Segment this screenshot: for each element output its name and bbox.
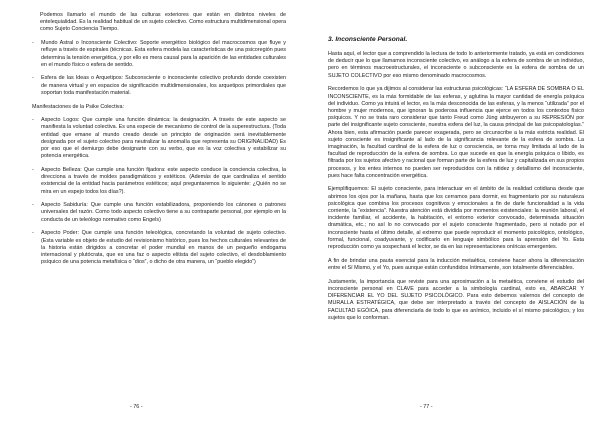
dash-marker: - [32, 40, 34, 47]
body-paragraph: Recordemos lo que ya dijimos al considerar las estructuras psicológicas: “LA ESFERA DE SOMBRA O EL INCONSCIENTE, es la más formidable de las esferas, y aglutina la mayor cantidad de energía psíquica del individuo. Como ya intuirá el lector, es la más desconocida de las esferas, y la menos “utilizada” por el hombre y mujer modernos, que ignoran la poderosa influencia que ejerce en todos los contextos físico psíquicos. Y no se trata raro considerar que tanto Freud como Jüng atribuyeron a su REPRESIÓN por parte del insignificante sujeto consciente, nuestra esfera del luz, la causa principal de las psicopatologías.” Ahora bien, esta afirmación puede parecer exagerada, pero se circunscribe a la más estricta realidad. El sujeto consciente es insignificante al lado de la significancia relevante de la esfera de sombra. La imaginación, la facultad cardinal de la esfera de luz o consciencia, se torna muy limitada al lado de la facultad de reproducción de la esfera de sombra. Lo que sucede es que la energía psíquica o libido, es filtrada por los sujetos afectivo y racional que forman parte de la esfera de luz y capitalizada en sus propios procesos, y los entes internos no pueden ser reproducidos con la nitidez y detallismo del inconsciente, pues hace falta concentración energética. [328, 86, 584, 179]
body-paragraph: A fin de brindar una pauta esencial para la inducción metaética, conviene hacer ahora la diferenciación entre el Sí Mismo, y el Yo, pues aunque están confundidos íntimamente, son totalmente diferenciables. [328, 257, 584, 271]
manifestations-heading: Manifestaciones de la Psike Colectiva: [32, 103, 124, 110]
item-text: Esfera de las Ideas o Arquetipos: Subconsciente o inconsciente colectivo profundo donde coexisten de manera virtual y en espacios de significación multidimensionales, los arquetipos primordiales que soportan toda manifestación material. [41, 75, 286, 96]
intro-paragraph: Podemos llamarlo el mundo de las culturas exteriores que están en distintos niveles de entelequialidad. Es la realidad habitual de un sujeto colectivo. Como estructura multidimensional opera como Sujeto Conciencia Tiempo. [40, 12, 286, 33]
list-item [32, 40, 286, 69]
item-text: Aspecto Belleza: Que cumple una función fijadora: este aspecto conduce la conciencia colectiva, la direcciona a través de moldes paradigmáticos y estéticos. (Además de que cardinaliza el sentido existencial de la entidad hacia parámetros estéticos; aquí preguntaremos lo siguiente: ¿Quién no se mira en un espejo todos los días?). [41, 166, 286, 195]
list-item [32, 230, 286, 266]
page-number-left: - 76 - [130, 404, 143, 410]
item-text: Aspecto Sabiduría: Que cumple una función estabilizadora, proponiendo los cánones o patrones universales del razón. Como todo aspecto colectivo tiene a su contraparte personal, por ejemplo en la conducta de un teleólogo normativo como Engels) [41, 202, 286, 223]
body-paragraph: Justamente, la importancia que reviste para una aproximación a la metaética, conviene el estudio del inconsciente personal en CLAVE para acceder a la simbología cardinal, esto es, ABARCAR Y DIFERENCIAR EL YO DEL SUJETO PSICOLÓGICO. Para esto debemos valernos del concepto de MURALLA ESTRATÉGICA, que debe ser interpretado a través del concepto de AISLACIÓN de la FACULTAD EGÓICA, para diferenciarla de todo lo que es anímico, incluido el sí mismo psicológico, y los sujetos que lo conforman. [328, 278, 584, 321]
list-item [32, 202, 286, 224]
dash-marker: - [32, 230, 34, 237]
page-number-right: - 77 - [420, 404, 433, 410]
section-title: 3. Inconsciente Personal. [328, 36, 408, 43]
item-text: Aspecto Poder: Que cumple una función teleológica, concretando la voluntad de sujeto colectivo. (Esta variable es objeto de estudio del revisionismo histórico, pues los hechos culturales relevantes de la historia están dirigidos a concretar el poder mundial en manos de un pequeño endogama internacional y plutócrata, que es una faz o aspecto elitista del sujeto colectivo, el desdoblamiento psíquico de una potencia metafísica o “dios”, o dicho de otra manera, un “pueblo elegido”) [41, 230, 286, 266]
right-page [300, 0, 600, 424]
body-paragraph: Hasta aquí, el lector que a comprendido la lectura de todo lo anteriormente tratado, ya está en condiciones de deducir que lo que llamamos inconsciente colectivo, es análogo a la esfera de sombra de un individuo, pero en términos macroestructurales, el inconsciente o subconsciente es la esfera de sombra de un SUJETO COLECTIVO por eso mismo denominado macrocosmos. [328, 51, 584, 79]
item-text: Aspecto Logos: Que cumple una función dinámica: la designación. A través de este aspecto se manifiesta la voluntad colectiva. Es una especie de mecanismo de control de la superestructura. (Toda entidad que emane al mundo creado desde un principio de originación será inevitablemente designada por el sujeto colectivo para neutralizar la anomalía que representa su ORIGINALIDAD) Es por eso que el demiurgo debe designarte con su verbo, que es la voz colectiva y estabilizar su potencia energética. [41, 117, 286, 160]
list-item [32, 167, 286, 196]
list-item [32, 75, 286, 97]
item-text: Mundo Astral o Inconsciente Colectivo: Soporte energético biológico del macrocosmos que fluye y refluye a través de espirales (técnicas. Esta esfera modela las características de una psicoregión pues determina la tensión energética, y por ello es mera causal para la aparición de las entidades culturales en el mundo físico o esfera de sentido. [41, 40, 286, 68]
dash-marker: - [32, 166, 34, 173]
dash-marker: - [32, 75, 34, 82]
dash-marker: - [32, 202, 34, 209]
list-item [32, 117, 286, 160]
dash-marker: - [32, 117, 34, 124]
body-paragraph: Ejemplifiquemos: El sujeto consciente, para interactuar en el ámbito de la realidad cotidiana desde que abrimos los ojos por la mañana, hasta que los cerramos para dormir, es fragmentario por su naturaleza psicológica que combina los procesos cognitivos y emocionales a fin de darle funcionalidad a la vida corriente, la “existencia”. Nuestra atención está dividida por momentos existenciales: la reunión laboral, el incidente familiar, el accidente, la habitación, el entorno exterior convocado, determinada situación dramática, etc.; no así lo no convocado por el sujeto consciente fragmentado, pero si notado por el inconsciente hasta el último detalle, al extremo que puede reproducir el momento psicológico, ontológico, formal, funcional, coadyuvante, y codificarlo en lenguaje simbólico para la aprensión del Yo. Esta reproducción como ya sospechará el lector, se da en las representaciones oníricas emergentes. [328, 186, 584, 251]
